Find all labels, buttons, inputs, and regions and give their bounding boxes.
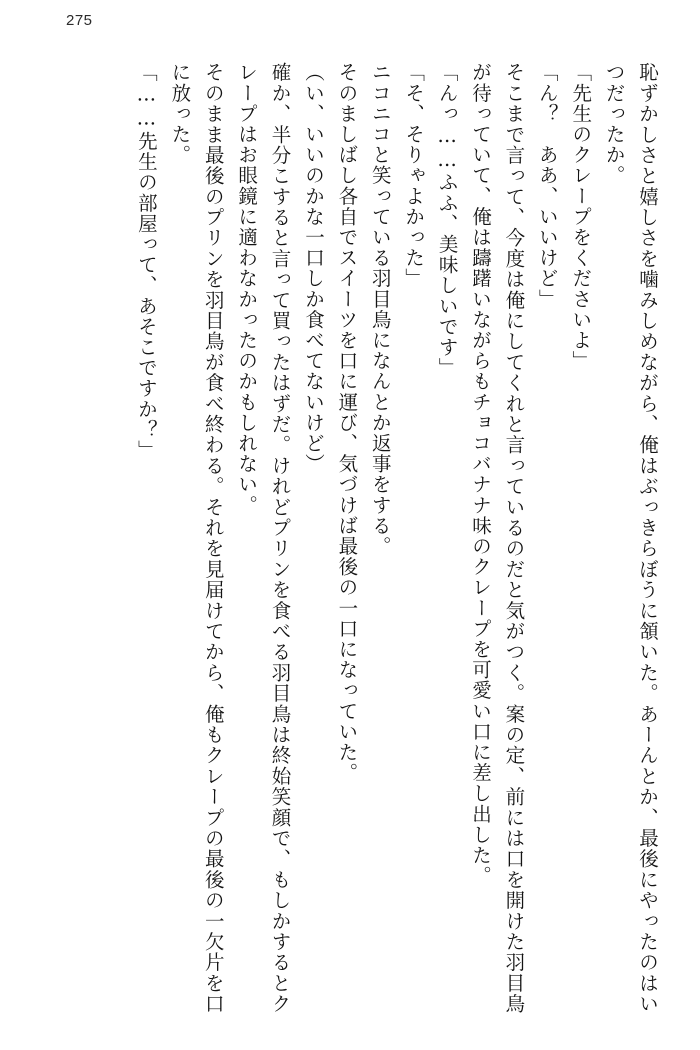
- paragraph: 「そ、そりゃよかった」: [402, 62, 426, 289]
- paragraph: 「……先生の部屋って、あそこですか？」: [134, 62, 158, 461]
- paragraph: そのまま最後のプリンを羽目鳥が食べ終わる。それを見届けてから、俺もクレープの最後の一欠片を口に放った。: [168, 62, 225, 1014]
- paragraph: 恥ずかしさと嬉しさを噛みしめながら、俺はぶっきらぼうに頷いた。あーんとか、最後にやったのはいつだったか。: [602, 62, 659, 1014]
- paragraph: ニコニコと笑っている羽目鳥になんとか返事をする。: [368, 62, 392, 557]
- paragraph: （い、いいのかな一口しか食べてないけど）: [301, 62, 325, 474]
- paragraph: 「ん？ ああ、いいけど」: [535, 62, 559, 310]
- paragraph: そのましばし各自でスイーツを口に運び、気づけば最後の一口になっていた。: [335, 62, 359, 783]
- page-body-text: [44, 62, 664, 1014]
- paragraph: 確か、半分こすると言って買ったはずだ。けれどプリンを食べる羽目鳥は終始笑顔で、もしかするとクレープはお眼鏡に適わなかったのかもしれない。: [235, 62, 292, 1014]
- page-number: 275: [66, 12, 93, 29]
- paragraph: そこまで言って、今度は俺にしてくれと言っているのだと気がつく。案の定、前には口を開けた羽目鳥が待っていて、俺は躊躇いながらもチョコバナナ味のクレープを可愛い口に差し出した。: [468, 62, 526, 1014]
- paragraph: 「んっ……ふふ、美味しいです」: [435, 62, 459, 378]
- paragraph: 「先生のクレープをくださいよ」: [569, 62, 593, 371]
